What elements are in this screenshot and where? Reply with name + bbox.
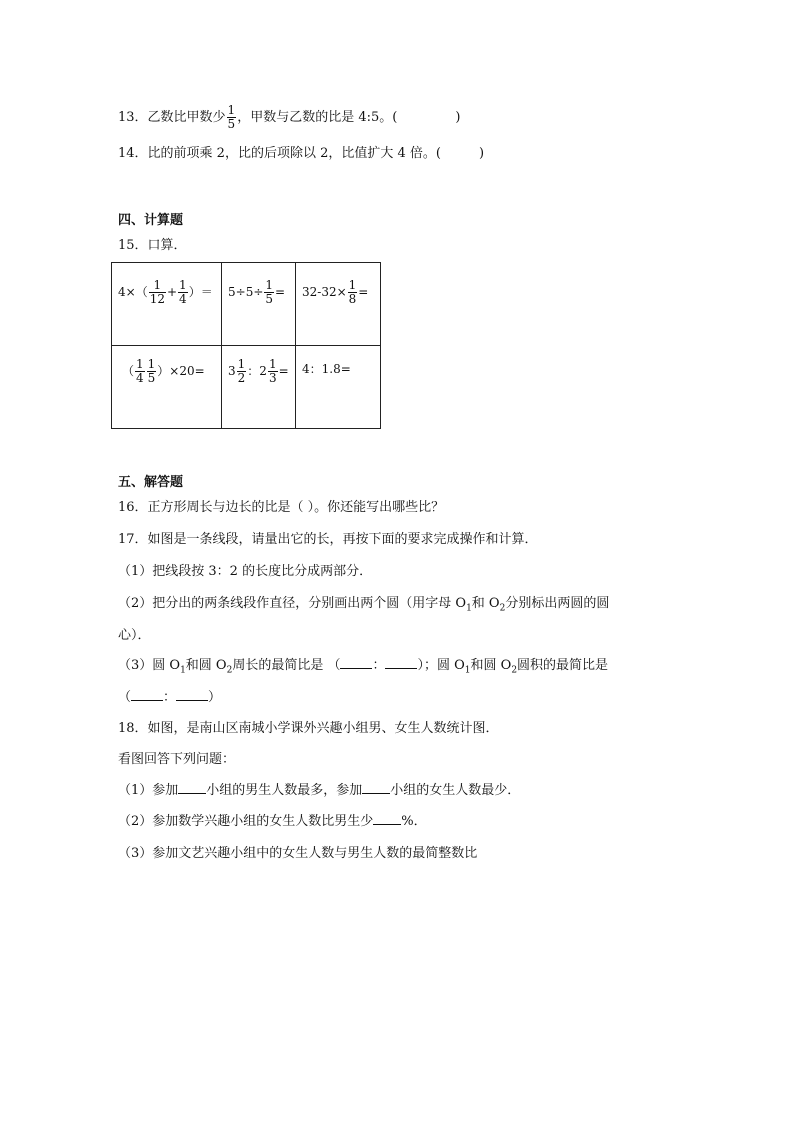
calc-cell-4: （ $\frac{1}{4}$ $\frac{1}{5}$ ）×20= (122, 357, 205, 385)
answer-blank[interactable] (178, 793, 206, 794)
answer-blank[interactable] (362, 793, 390, 794)
calc-cell-1: 4×（ $\frac{1}{12}$ + $\frac{1}{4}$ ）＝ (118, 278, 213, 306)
question-18: 18．如图，是南山区南城小学课外兴趣小组男、女生人数统计图． (118, 721, 499, 736)
question-18-part-2: （2）参加数学兴趣小组的女生人数比男生少 %． (118, 814, 427, 829)
section-5-heading: 五、解答题 (118, 475, 184, 490)
question-17-part-3-cont: （ ： ） (118, 690, 222, 705)
calc-cell-5: 3 $\frac{1}{2}$ ：2 $\frac{1}{3}$ = (228, 357, 289, 385)
question-14: 14．比的前项乘 2，比的后项除以 2，比值扩大 4 倍。( ) (118, 146, 485, 161)
answer-blank[interactable] (373, 824, 401, 825)
q13-text-b: ，甲数与乙数的比是 4:5。( (237, 110, 398, 125)
question-17-part-1: （1）把线段按 3：2 的长度比分成两部分． (118, 564, 373, 579)
question-17-part-3: （3）圆 $O_1$和圆 $O_2$周长的最简比是 （ ： ）；圆 $O_1$和圆 $O_2$圆积的最简比是 (118, 658, 609, 676)
question-18-part-3: （3）参加文艺兴趣小组中的女生人数与男生人数的最简整数比 (118, 846, 478, 861)
question-13: 13．乙数比甲数少 $\frac{1}{5}$ ，甲数与乙数的比是 4:5。( ) (118, 103, 461, 131)
calc-cell-3: 32-32× $\frac{1}{8}$ = (302, 278, 369, 306)
question-18-intro: 看图回答下列问题： (118, 752, 236, 767)
q14-text: 14．比的前项乘 2，比的后项除以 2，比值扩大 4 倍。( (118, 146, 441, 161)
answer-blank[interactable] (385, 668, 417, 669)
question-16: 16．正方形周长与边长的比是（ ）。你还能写出哪些比？ (118, 500, 445, 515)
calc-cell-6: 4：1.8= (302, 362, 351, 376)
answer-blank[interactable] (131, 700, 163, 701)
answer-blank[interactable] (176, 700, 208, 701)
q13-fraction: $\frac{1}{5}$ (227, 103, 236, 131)
question-17: 17．如图是一条线段，请量出它的长，再按下面的要求完成操作和计算． (118, 532, 538, 547)
question-17-part-2-cont: 心）． (118, 628, 151, 643)
question-17-part-2: （2）把分出的两条线段作直径，分别画出两个圆（用字母 $O_1$和 $O_2$分别标出两圆的圆 (118, 596, 610, 614)
q13-text-a: 13．乙数比甲数少 (118, 110, 226, 125)
calc-table (111, 262, 381, 429)
question-15: 15．口算． (118, 238, 187, 253)
question-18-part-1: （1）参加 小组的男生人数最多，参加 小组的女生人数最少． (118, 783, 521, 798)
calc-cell-2: 5÷5÷ $\frac{1}{5}$ = (228, 278, 286, 306)
answer-blank[interactable] (340, 668, 372, 669)
section-4-heading: 四、计算题 (118, 213, 184, 228)
